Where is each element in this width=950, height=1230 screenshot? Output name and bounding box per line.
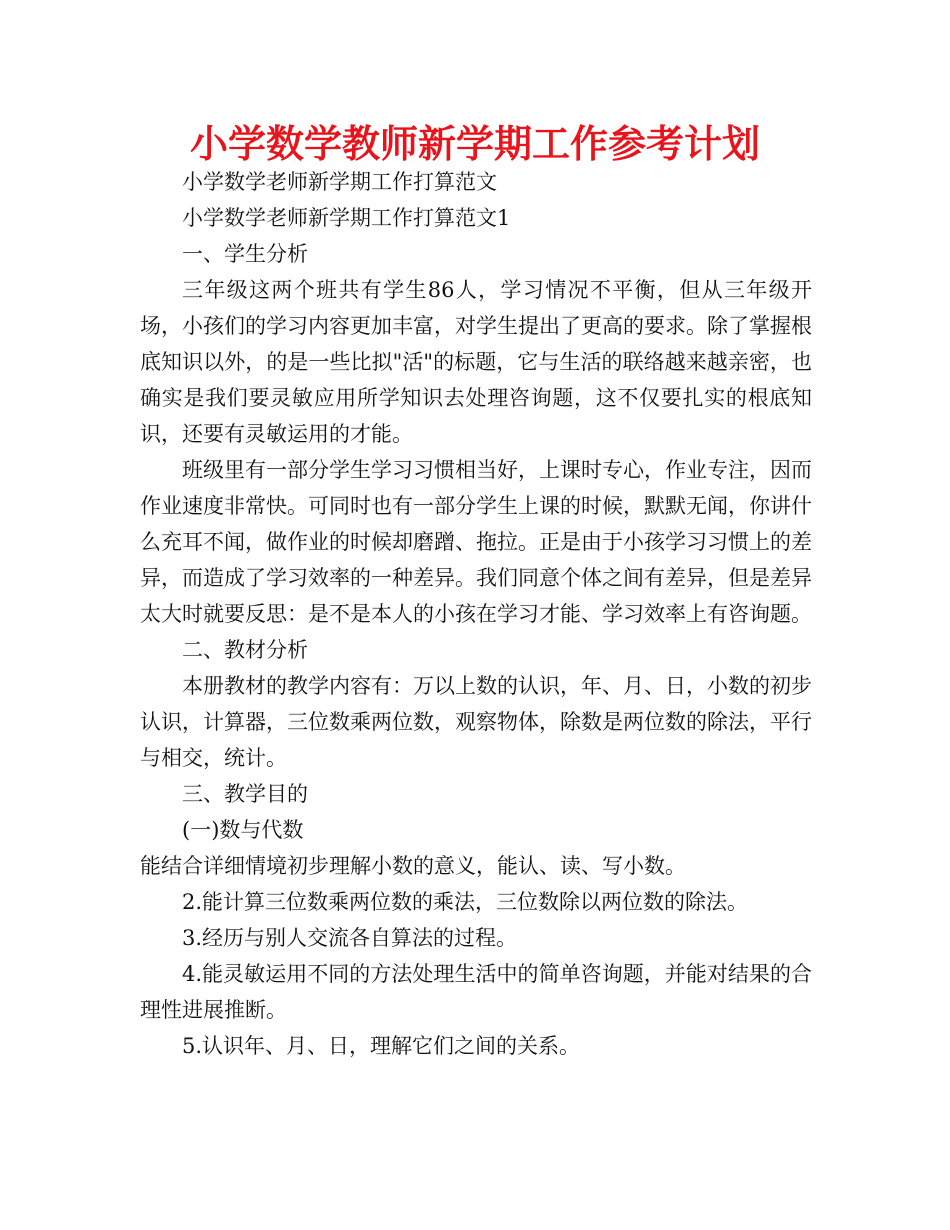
list-item: 3.经历与别人交流各自算法的过程。 [182, 926, 518, 950]
paragraph: 能结合详细情境初步理解小数的意义，能认、读、写小数。 [140, 854, 686, 878]
list-item: 4.能灵敏运用不同的方法处理生活中的简单咨询题，并能对结果的合理性进展推断。 [140, 962, 812, 1022]
paragraph: 小学数学老师新学期工作打算范文1 [182, 206, 511, 230]
section-heading: 三、教学目的 [182, 782, 308, 806]
document-body [140, 164, 812, 1064]
paragraph: 班级里有一部分学生学习习惯相当好，上课时专心，作业专注，因而作业速度非常快。可同时也有一部分学生上课的时候，默默无闻，你讲什么充耳不闻，做作业的时候却磨蹭、拖拉。正是由于小孩学习习惯上的差异，而造成了学习效率的一种差异。我们同意个体之间有差异，但是差异太大时就要反思：是不是本人的小孩在学习才能、学习效率上有咨询题。 [140, 458, 812, 626]
document-title: 小学数学教师新学期工作参考计划 [189, 122, 760, 166]
list-item: 2.能计算三位数乘两位数的乘法，三位数除以两位数的除法。 [182, 890, 749, 914]
list-item: 5.认识年、月、日，理解它们之间的关系。 [182, 1034, 581, 1058]
paragraph: 本册教材的教学内容有：万以上数的认识，年、月、日，小数的初步认识，计算器，三位数乘两位数，观察物体，除数是两位数的除法，平行与相交，统计。 [140, 674, 812, 770]
section-heading: 二、教材分析 [182, 638, 308, 662]
paragraph: 三年级这两个班共有学生86人，学习情况不平衡，但从三年级开场，小孩们的学习内容更加丰富，对学生提出了更高的要求。除了掌握根底知识以外，的是一些比拟"活"的标题，它与生活的联络越来越亲密，也确实是我们要灵敏应用所学知识去处理咨询题，这不仅要扎实的根底知识，还要有灵敏运用的才能。 [140, 278, 812, 446]
subsection-heading: (一)数与代数 [182, 818, 304, 842]
section-heading: 一、学生分析 [182, 242, 308, 266]
paragraph: 小学数学老师新学期工作打算范文 [182, 170, 497, 194]
